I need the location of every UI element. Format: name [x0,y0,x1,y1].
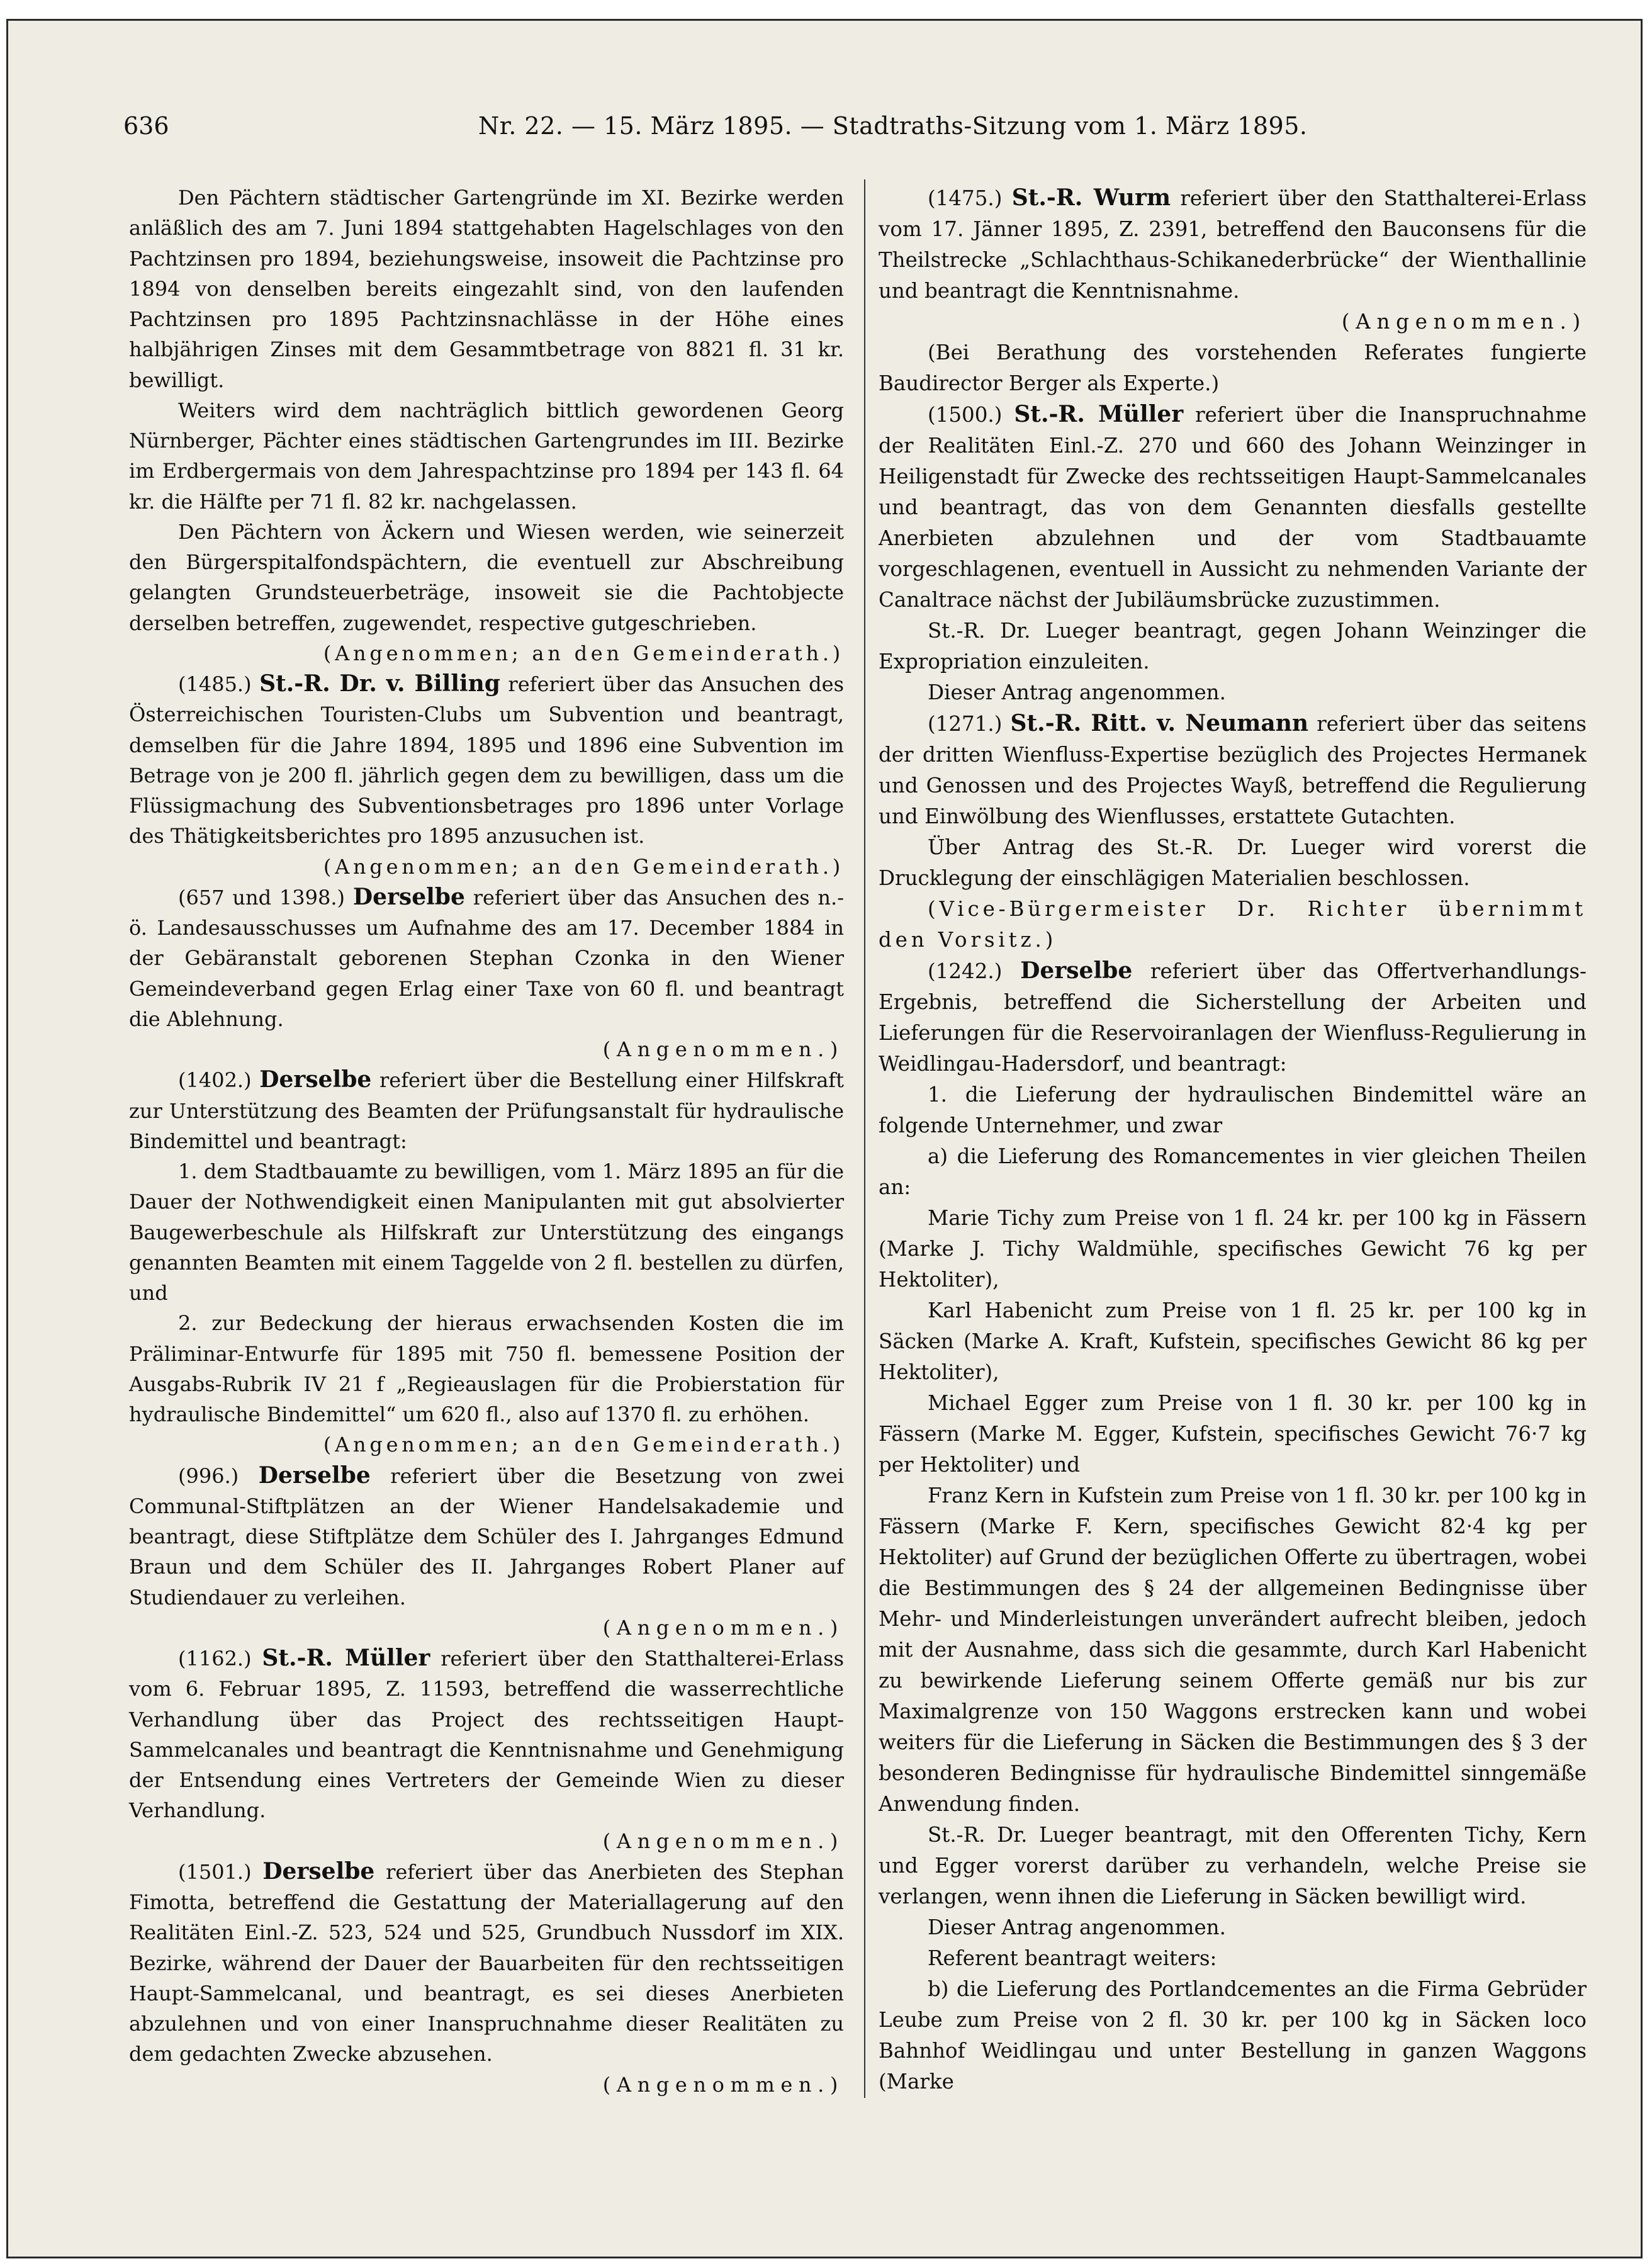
agenda-item [879,708,1587,832]
paragraph: St.-R. Dr. Lueger beantragt, mit den Offerenten Tichy, Kern und Egger vorerst darüber zu verhandeln, welche Preise sie verlangen, wenn ihnen die Lieferung in Säcken bewilligt wird. [879,1823,1587,1908]
paragraph: Referent beantragt weiters: [928,1946,1217,1970]
resolution-status: (Angenommen.) [602,1829,844,1853]
item-number: (1500.) [928,403,1003,427]
paragraph: Den Pächtern von Äckern und Wiesen werden, wie seinerzeit den Bürgerspitalfondspächtern, die eventuell zur Abschreibung gelangten Grundsteuerbeträge, insoweit sie die Pachtobjecte derselben betreffen, zugewendet, respective gutgeschrieben. [129,519,844,635]
list-item: b) die Lieferung des Portlandcementes an die Firma Gebrüder Leube zum Preise von 2 fl. 30 kr. per 100 kg in Säcken loco Bahnhof Weidlingau und unter Bestellung in ganzen Waggons (Marke [879,1977,1587,2094]
speaker-name: St.-R. Wurm [1011,184,1171,211]
speaker-name: Derselbe [352,883,465,910]
speaker-name: Derselbe [259,1066,372,1093]
item-number: (1271.) [928,712,1003,736]
item-text: referiert über den Statthalterei-Erlass vom 6. Februar 1895, Z. 11593, betreffend die wasserrechtliche Verhandlung über das Project des rechtsseitigen Haupt-Sammelcanales und beantragt die Kenntnisnahme und Genehmigung der Entsendung eines Vertreters der Gemeinde Wien zu dieser Verhandlung. [129,1647,845,1823]
resolution-status: (Angenommen.) [602,1037,844,1061]
right-column [879,183,1587,2097]
item-text: referiert über das Offertverhandlungs-Ergebnis, betreffend die Sicherstellung der Arbeiten und Lieferungen für die Reservoiranlagen der Wienfluss-Regulierung in Weidlingau-Hadersdorf, und beantragt: [879,959,1587,1076]
running-header [123,107,1308,145]
item-text: referiert über das Anerbieten des Stephan Fimotta, betreffend die Gestattung der Materiallagerung auf den Realitäten Einl.-Z. 523, 524 und 525, Grundbuch Nussdorf im XIX. Bezirke, während der Dauer der Bauarbeiten für den rechtsseitigen Haupt-Sammelcanal, und beantragt, es sei dieses Anerbieten abzulehnen und von einer Inanspruchnahme dieser Realitäten zu dem gedachten Zwecke abzusehen. [129,1859,845,2066]
resolution-status: (Angenommen.) [1341,310,1587,334]
item-text: referiert über das Ansuchen des Österreichischen Touristen-Clubs um Subvention und beantragt, demselben für die Jahre 1894, 1895 und 1896 eine Subvention im Betrage von je 200 fl. jährlich gegen dem zu bewilligen, dass um die Flüssigmachung des Subventionsbetrages pro 1896 unter Vorlage des Thätigkeitsberichtes pro 1895 anzusuchen ist. [129,672,845,848]
item-text: referiert über das Ansuchen des n.-ö. Landesausschusses um Aufnahme des am 17. December 1884 in der Gebäranstalt geborenen Stephan Czonka in den Wiener Gemeindeverband gegen Erlag einer Taxe von 60 fl. und beantragt die Ablehnung. [129,885,845,1031]
item-text: referiert über den Statthalterei-Erlass vom 17. Jänner 1895, Z. 2391, betreffend den Bauconsens für die Theilstrecke „Schlachthaus-Schikanederbrücke“ der Wienthallinie und beantragt die Kenntnisnahme. [879,186,1587,303]
agenda-item [129,1460,844,1613]
speaker-name: St.-R. Dr. v. Billing [259,670,500,697]
paragraph: Weiters wird dem nachträglich bittlich gewordenen Georg Nürnberger, Pächter eines städtischen Gartengrundes im III. Bezirke im Erdbergermais von dem Jahrespachtzinse pro 1894 per 143 fl. 64 kr. die Hälfte per 71 fl. 82 kr. nachgelassen. [129,398,844,514]
item-text: referiert über die Inanspruchnahme der Realitäten Einl.-Z. 270 und 660 des Johann Weinzinger in Heiligenstadt für Zwecke des rechtsseitigen Haupt-Sammelcanales und beantragt, das von dem Genannten diesfalls gestellte Anerbieten abzulehnen und der vom Stadtbauamte vorgeschlagenen, eventuell in Aussicht zu nehmenden Variante der Canaltrace nächst der Jubiläumsbrücke zuzustimmen. [879,403,1587,612]
paragraph: (Bei Berathung des vorstehenden Referates fungierte Baudirector Berger als Experte.) [879,341,1587,395]
agenda-item [129,1064,844,1156]
item-number: (996.) [178,1463,239,1488]
list-item: Karl Habenicht zum Preise von 1 fl. 25 kr. per 100 kg in Säcken (Marke A. Kraft, Kufstein, specifisches Gewicht 86 kg per Hektoliter), [879,1299,1587,1384]
speaker-name: St.-R. Müller [262,1645,430,1671]
speaker-name: Derselbe [258,1462,371,1489]
page-number: 636 [123,112,169,140]
list-item: Franz Kern in Kufstein zum Preise von 1 fl. 30 kr. per 100 kg in Fässern (Marke F. Kern, specifisches Gewicht 82·4 kg per Hektoliter) auf Grund der bezüglichen Offerte zu übertragen, wobei die Bestimmungen des § 24 der allgemeinen Bedingnisse über Mehr- und Minderleistungen unverändert aufrecht bleiben, jedoch mit der Ausnahme, dass sich die gesammte, durch Karl Habenicht zu bewirkende Lieferung seinem Offerte gemäß nur bis zur Maximalgrenze von 150 Waggons erstrecken kann und wobei weiters für die Lieferung in Säcken die Bestimmungen des § 3 der besonderen Bedingnisse für hydraulische Bindemittel sinngemäße Anwendung finden. [879,1484,1587,1816]
item-number: (1501.) [178,1859,252,1884]
paragraph: Über Antrag des St.-R. Dr. Lueger wird vorerst die Drucklegung der einschlägigen Materialien beschlossen. [879,835,1587,890]
list-item: Marie Tichy zum Preise von 1 fl. 24 kr. per 100 kg in Fässern (Marke J. Tichy Waldmühle, specifisches Gewicht 76 kg per Hektoliter), [879,1206,1587,1292]
speaker-name: St.-R. Ritt. v. Neumann [1010,710,1309,736]
item-number: (657 und 1398.) [178,885,346,910]
item-text: referiert über die Besetzung von zwei Communal-Stiftplätzen an der Wiener Handelsakademie und beantragt, diese Stiftplätze dem Schüler des I. Jahrganges Edmund Braun und dem Schüler des II. Jahrganges Robert Planer auf Studiendauer zu verleihen. [129,1463,845,1609]
header-title: Nr. 22. — 15. März 1895. — Stadtraths-Sitzung vom 1. März 1895. [478,112,1308,140]
resolution-status: (Angenommen.) [602,1615,844,1640]
left-column [129,183,844,2100]
list-item: a) die Lieferung des Romancementes in vier gleichen Theilen an: [879,1144,1587,1199]
agenda-item [129,882,844,1034]
agenda-item [879,955,1587,1079]
speaker-name: Derselbe [262,1857,375,1885]
resolution-status: (Angenommen.) [602,2072,844,2097]
agenda-item [129,1643,844,1826]
resolution-status: (Angenommen; an den Gemeinderath.) [323,1433,844,1457]
item-text: referiert über die Bestellung einer Hilfskraft zur Unterstützung des Beamten der Prüfungsanstalt für hydraulische Bindemittel und beantragt: [129,1068,844,1153]
list-item: 2. zur Bedeckung der hieraus erwachsenden Kosten die im Präliminar-Entwurfe für 1895 mit 750 fl. bemessene Position der Ausgabs-Rubrik IV 21 f „Regieauslagen für die Probierstation für hydraulische Bindemittel“ um 620 fl., also auf 1370 fl. zu erhöhen. [129,1311,844,1426]
paragraph: (Vice-Bürgermeister Dr. Richter übernimmt den Vorsitz.) [879,897,1587,952]
agenda-item [129,1856,844,2070]
item-number: (1242.) [928,959,1003,983]
agenda-item [129,668,844,852]
item-number: (1485.) [178,672,252,696]
item-number: (1475.) [928,186,1003,210]
paragraph: Den Pächtern städtischer Gartengründe im XI. Bezirke werden anläßlich des am 7. Juni 1894 stattgehabten Hagelschlages von den Pachtzinsen pro 1894, beziehungsweise, insoweit die Pachtzinse pro 1894 von denselben bereits eingezahlt sind, von den laufenden Pachtzinsen pro 1895 Pachtzinsnachlässe in der Höhe eines halbjährigen Zinses mit dem Gesammtbetrage von 8821 fl. 31 kr. bewilligt. [129,186,844,392]
item-number: (1402.) [178,1068,252,1093]
agenda-item [879,183,1587,307]
paragraph: St.-R. Dr. Lueger beantragt, gegen Johann Weinzinger die Expropriation einzuleiten. [879,619,1587,674]
resolution-status: (Angenommen; an den Gemeinderath.) [323,854,844,879]
list-item: 1. die Lieferung der hydraulischen Bindemittel wäre an folgende Unternehmer, und zwar [879,1083,1587,1137]
list-item: 1. dem Stadtbauamte zu bewilligen, vom 1. März 1895 an für die Dauer der Nothwendigkeit einen Manipulanten mit gut absolvierter Baugewerbeschule als Hilfskraft zur Unterstützung des eingangs genannten Beamten mit einem Taggelde von 2 fl. bestellen zu dürfen, und [129,1159,844,1305]
item-text: referiert über das seitens der dritten Wienfluss-Expertise bezüglich des Projectes Hermanek und Genossen und des Projectes Wayß, betreffend die Regulierung und Einwölbung des Wienflusses, erstattete Gutachten. [879,712,1587,828]
speaker-name: St.-R. Müller [1014,401,1184,427]
speaker-name: Derselbe [1020,957,1133,984]
paragraph: Dieser Antrag angenommen. [928,1915,1226,1939]
item-number: (1162.) [178,1647,252,1671]
resolution-status: (Angenommen; an den Gemeinderath.) [323,641,844,665]
agenda-item [879,399,1587,616]
list-item: Michael Egger zum Preise von 1 fl. 30 kr. per 100 kg in Fässern (Marke M. Egger, Kufstein, specifisches Gewicht 76·7 kg per Hektoliter) und [879,1391,1587,1477]
column-divider [864,179,865,2098]
paragraph: Dieser Antrag angenommen. [928,680,1226,704]
